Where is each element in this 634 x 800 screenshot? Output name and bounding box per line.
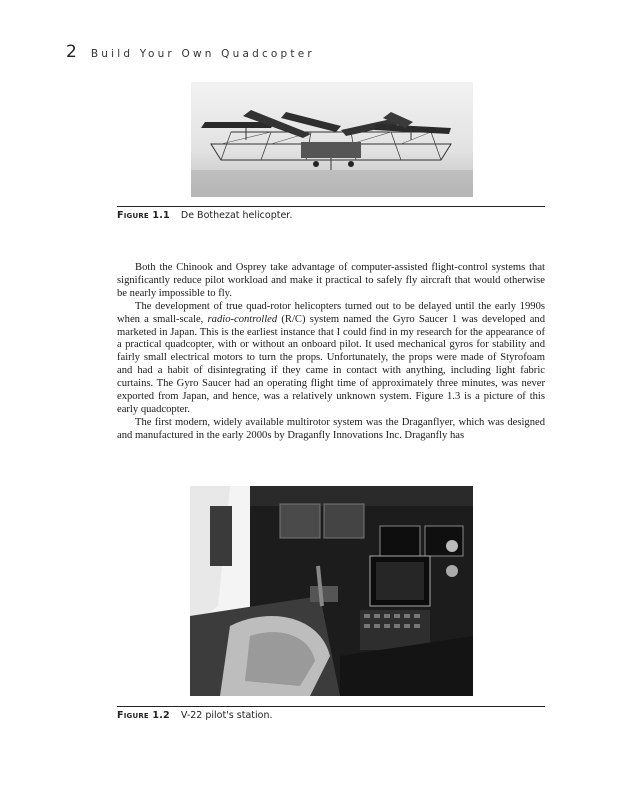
figure-caption-text: V-22 pilot's station. [180, 710, 273, 721]
paragraph-2-end: (R/C) system named the Gyro Saucer 1 was developed and marketed in Japan. This is the earliest instance that I could find in my research for the appearance of a practical quadcopter, with or without an onboard pilot. It used mechanical gyros for stability and fairly small electrical motors to turn the props. Unfortunately, the props were made of Styrofoam and had a habit of disintegrating if they came in contact with anything, including light fabric curtains. The Gyro Saucer had an operating flight time of approximately three minutes, was never exported from Japan, and hence, was a relatively unknown system. Figure 1.3 is a picture of this early quadcopter. [117, 313, 546, 415]
figure-label: Figure 1.2 [117, 710, 170, 721]
figure-1-2-rule [117, 706, 545, 707]
radio-controlled-term: radio-controlled [207, 313, 278, 325]
figure-1-1-rule [117, 206, 545, 207]
running-title: Build Your Own Quadcopter [90, 48, 315, 60]
paragraph-3: The first modern, widely available multirotor system was the Draganflyer, which was designed and manufactured in the early 2000s by Draganfly Innovations Inc. Draganfly has [117, 416, 545, 441]
paragraph-2-start: The development of true quad-rotor helicopters turned out to be delayed until the early 1990s when a small-scale, [117, 300, 545, 325]
v22-pilot-station-photo [190, 486, 473, 696]
body-text [117, 262, 545, 443]
figure-1-1-caption [117, 210, 292, 221]
figure-1-2-caption [117, 710, 273, 721]
figure-label: Figure 1.1 [117, 210, 170, 221]
paragraph-1: Both the Chinook and Osprey take advantage of computer-assisted flight-control systems that significantly reduce pilot workload and make it practical to safely fly aircraft that would otherwise be nearly impossible to fly. [117, 262, 545, 299]
de-bothezat-helicopter-photo [191, 82, 473, 197]
paragraph-2 [117, 301, 545, 417]
running-header [66, 42, 315, 62]
page-number: 2 [66, 42, 77, 62]
figure-caption-text: De Bothezat helicopter. [180, 210, 293, 221]
